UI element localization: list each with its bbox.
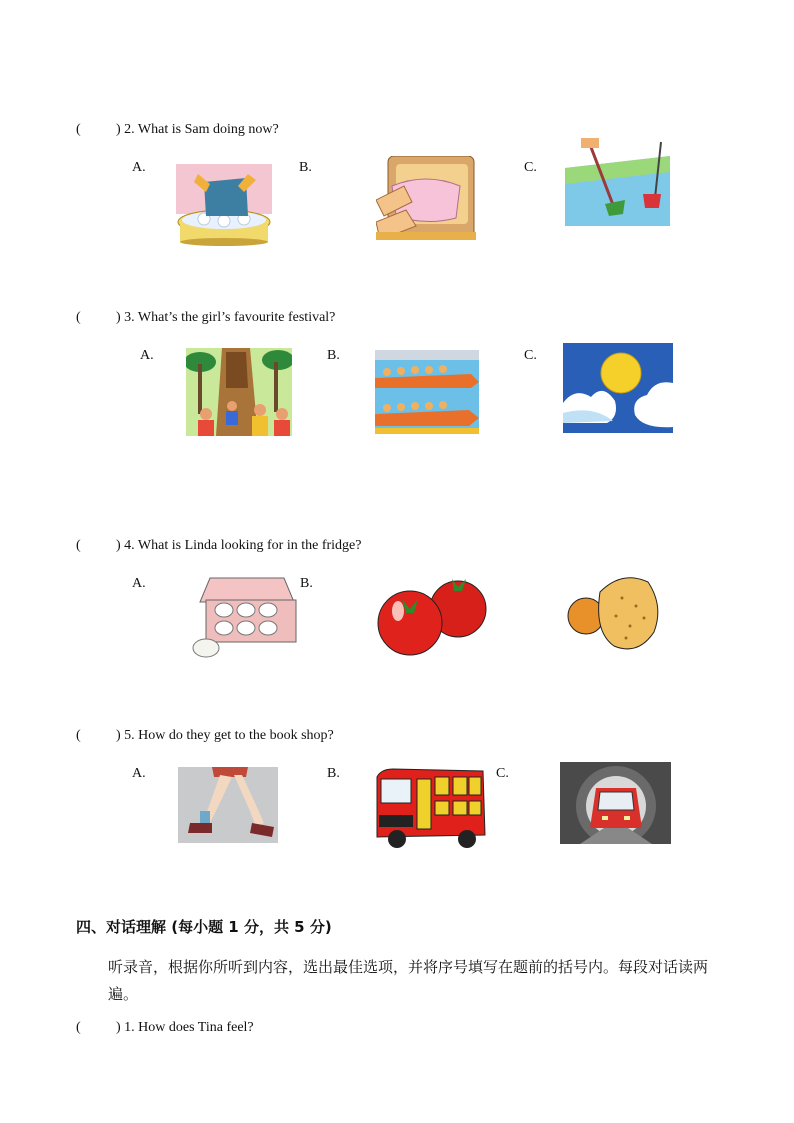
option-a-label: A. [132, 766, 146, 781]
question-2 [76, 122, 279, 138]
answer-bracket[interactable]: ( [76, 728, 81, 743]
tomatoes-icon[interactable] [376, 573, 488, 657]
answer-bracket[interactable]: ( [76, 122, 81, 137]
sweeping-floor-icon[interactable] [565, 138, 670, 226]
section-title: 四、对话理解 (每小题 1 分，共 5 分) [76, 918, 332, 936]
question-text: ) 4. What is Linda looking for in the fridge? [116, 538, 362, 553]
subway-train-icon[interactable] [560, 762, 671, 844]
making-bed-icon[interactable] [376, 156, 476, 240]
answer-bracket[interactable]: ( [76, 538, 81, 553]
question-text: ) 1. How does Tina feel? [116, 1020, 254, 1035]
question-4 [76, 538, 361, 554]
question-text: ) 2. What is Sam doing now? [116, 122, 279, 137]
eggs-icon[interactable] [190, 576, 300, 658]
bus-icon[interactable] [373, 765, 488, 851]
mid-autumn-moon-icon[interactable] [563, 343, 673, 433]
option-a-label: A. [132, 160, 146, 175]
tree-planting-day-icon[interactable] [186, 348, 292, 436]
dragon-boat-festival-icon[interactable] [375, 350, 479, 434]
option-b-label: B. [300, 576, 313, 591]
option-b-label: B. [327, 766, 340, 781]
washing-clothes-icon[interactable] [176, 164, 272, 246]
question-text: ) 3. What’s the girl’s favourite festival? [116, 310, 336, 325]
section4-question-1 [76, 1020, 254, 1036]
option-a-label: A. [140, 348, 154, 363]
question-3 [76, 310, 335, 326]
option-c-label: C. [524, 348, 537, 363]
potatoes-icon[interactable] [566, 572, 662, 654]
question-5 [76, 728, 334, 744]
option-c-label: C. [496, 766, 509, 781]
walking-icon[interactable] [178, 767, 278, 843]
answer-bracket[interactable]: ( [76, 1020, 81, 1035]
option-b-label: B. [299, 160, 312, 175]
option-a-label: A. [132, 576, 146, 591]
question-text: ) 5. How do they get to the book shop? [116, 728, 334, 743]
option-b-label: B. [327, 348, 340, 363]
option-c-label: C. [524, 160, 537, 175]
section-instruction: 听录音，根据你所听到内容，选出最佳选项，并将序号填写在题前的括号内。每段对话读两遍。 [108, 958, 709, 1003]
answer-bracket[interactable]: ( [76, 310, 81, 325]
